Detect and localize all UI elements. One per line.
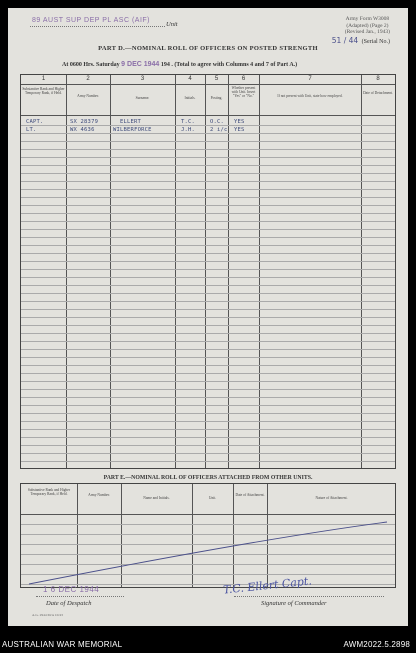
table-row xyxy=(21,261,395,262)
commander-signature: T.C. Ellert Capt. xyxy=(222,574,313,597)
table-row xyxy=(21,325,395,326)
table-row xyxy=(21,333,395,334)
header-attachment-nature: Nature of Attachment. xyxy=(315,496,348,500)
table-row xyxy=(21,269,395,270)
signature-label: Signature of Commander xyxy=(261,600,327,607)
subtitle-year: 194 xyxy=(160,62,170,68)
column-number-1: 1 xyxy=(41,76,46,82)
form-adapted: (Adapted) (Page 2) xyxy=(346,22,389,29)
unit-stamp: 89 AUST SUP DEP PL ASC (AIF) xyxy=(32,17,151,24)
table-row xyxy=(21,213,395,214)
table-row xyxy=(21,229,395,230)
table-row xyxy=(21,197,395,198)
credit-institution: AUSTRALIAN WAR MEMORIAL xyxy=(2,640,123,649)
number-row-rule xyxy=(21,84,395,85)
header-unit: Unit. xyxy=(208,496,217,500)
credit-accession: AWM2022.5.2898 xyxy=(343,640,410,649)
part-e-table xyxy=(20,483,396,588)
date-stamp: 9 DEC 1944 xyxy=(121,61,160,68)
table-row xyxy=(21,277,395,278)
table-row xyxy=(21,165,395,166)
entry-initials: T.C. xyxy=(181,119,196,125)
table-row xyxy=(21,421,395,422)
table-row xyxy=(21,365,395,366)
table-row xyxy=(21,189,395,190)
table-row xyxy=(21,301,395,302)
table-row xyxy=(21,445,395,446)
table-row xyxy=(21,413,395,414)
entry-posting: O.C. xyxy=(210,119,225,125)
printer-note: A.G. 2944 M/A 10/43 xyxy=(32,613,63,617)
table-row xyxy=(21,349,395,350)
entry-surname: ELLERT xyxy=(120,119,142,125)
table-row xyxy=(21,245,395,246)
table-row xyxy=(21,133,395,134)
header-name-initials: Name and Initials. xyxy=(143,496,170,500)
table-row xyxy=(21,317,395,318)
part-d-title: PART D.—NOMINAL ROLL OF OFFICERS ON POSTED STRENGTH xyxy=(98,45,318,52)
table-row xyxy=(21,253,395,254)
table-row xyxy=(21,429,395,430)
table-row xyxy=(21,149,395,150)
part-d-subtitle xyxy=(62,61,297,68)
table-row xyxy=(21,157,395,158)
table-row xyxy=(21,285,395,286)
entry-army-number: SX 28379 xyxy=(70,119,99,125)
unit-label: Unit xyxy=(166,21,178,28)
column-number-6: 6 xyxy=(241,76,246,82)
table-row xyxy=(21,389,395,390)
unit-rule xyxy=(30,26,165,27)
table-row xyxy=(21,437,395,438)
header-employment: If not present with Unit, state how employed. xyxy=(277,94,343,98)
despatch-date-stamp: 1 6 DEC 1944 xyxy=(43,585,100,594)
header-surname: Surname. xyxy=(135,96,150,100)
column-number-2: 2 xyxy=(86,76,90,82)
table-row xyxy=(21,173,395,174)
subtitle-prefix: At 0600 Hrs. Saturday xyxy=(62,62,120,68)
table-row xyxy=(21,381,395,382)
table-row xyxy=(21,397,395,398)
header-detachment: Date of Detachment. xyxy=(363,91,393,95)
entry-rank: CAPT. xyxy=(26,119,44,125)
subtitle-suffix: . (Total to agree with Columns 4 and 7 of Part A.) xyxy=(171,62,298,68)
table-row xyxy=(21,373,395,374)
column-number-8: 8 xyxy=(376,76,380,82)
table-row xyxy=(21,357,395,358)
header-present: Whether present with Unit. Insert "Yes" or "No." xyxy=(231,86,256,99)
header-row-rule xyxy=(21,115,395,116)
table-row xyxy=(21,237,395,238)
column-number-3: 3 xyxy=(140,76,145,82)
table-row xyxy=(21,405,395,406)
entry-posting: 2 i/c xyxy=(210,127,228,133)
cancel-stroke xyxy=(21,484,397,589)
form-revised: (Revised Jan., 1943) xyxy=(344,29,390,35)
table-row xyxy=(21,141,395,142)
table-row xyxy=(21,125,395,126)
header-initials: Initials. xyxy=(184,96,196,100)
table-row xyxy=(21,461,395,462)
table-row xyxy=(21,453,395,454)
header-army-number: Army Number. xyxy=(77,94,99,98)
entry-surname: WILBERFORCE xyxy=(113,127,152,133)
column-number-4: 4 xyxy=(188,76,192,82)
header-rank: Substantive Rank and Higher Temporary Rank, if Held. xyxy=(27,488,71,497)
despatch-label: Date of Despatch xyxy=(46,600,92,607)
part-d-table xyxy=(20,74,396,469)
serial-label: (Serial No.) xyxy=(361,39,390,45)
form-number: Army Form W3008 xyxy=(345,16,390,22)
entry-army-number: WX 4636 xyxy=(70,127,95,133)
table-row xyxy=(21,181,395,182)
column-number-5: 5 xyxy=(214,76,219,82)
header-posting: Posting. xyxy=(210,96,223,100)
entry-rank: LT. xyxy=(26,127,37,133)
table-row xyxy=(21,221,395,222)
entry-present: YES xyxy=(234,119,245,125)
part-e-title: PART E.—NOMINAL ROLL OF OFFICERS ATTACHED FROM OTHER UNITS. xyxy=(103,475,313,481)
form-page xyxy=(8,8,408,626)
signature-rule xyxy=(234,596,384,597)
form-identifier xyxy=(345,16,390,36)
serial-number xyxy=(332,36,390,45)
header-army-number: Army Number. xyxy=(88,493,110,497)
column-number-7: 7 xyxy=(308,76,312,82)
entry-initials: J.H. xyxy=(181,127,196,133)
despatch-rule xyxy=(36,596,124,597)
serial-handwritten: 51 / 44 xyxy=(331,36,359,45)
table-row xyxy=(21,341,395,342)
header-rank: Substantive Rank and Higher Temporary Rank, if Held. xyxy=(22,87,65,96)
entry-present: YES xyxy=(234,127,245,133)
header-attachment-date: Date of Attachment. xyxy=(235,493,265,497)
table-row xyxy=(21,205,395,206)
table-row xyxy=(21,309,395,310)
table-row xyxy=(21,293,395,294)
